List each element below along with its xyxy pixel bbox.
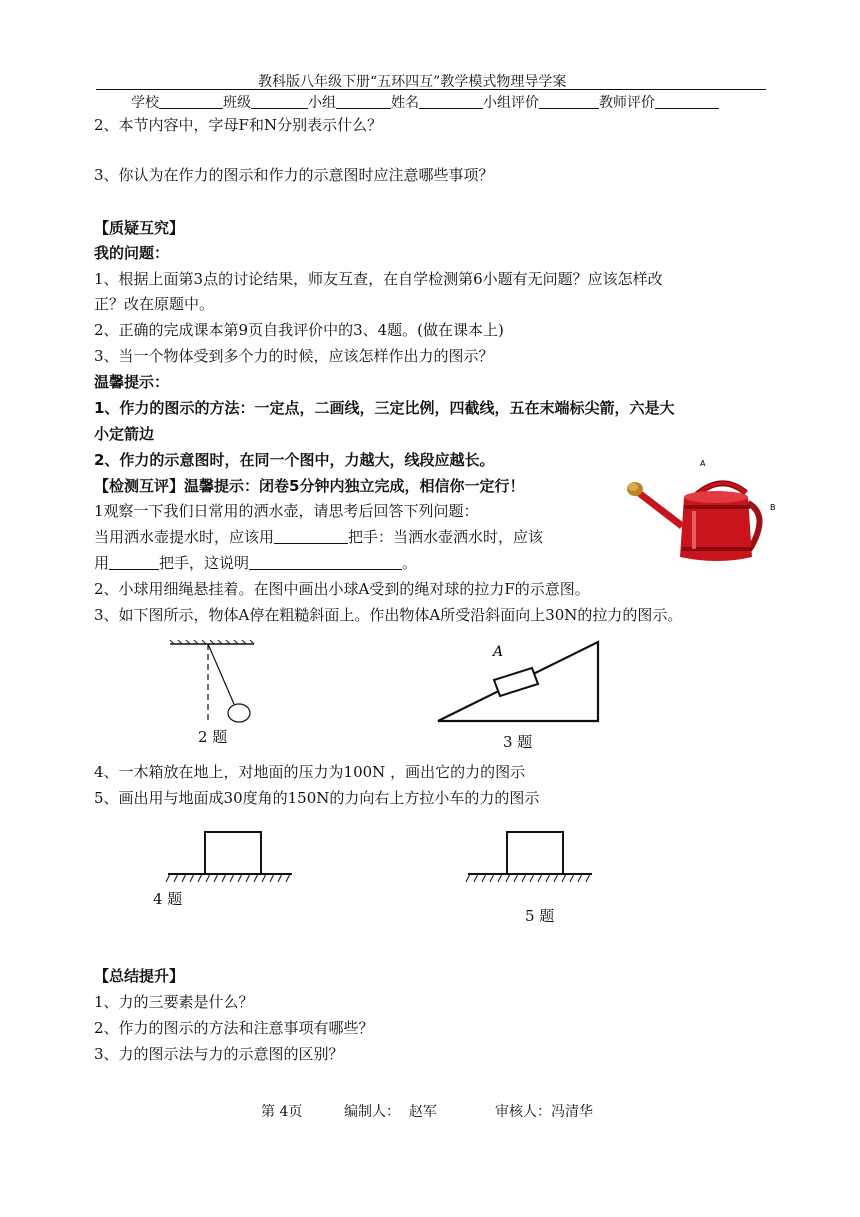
section-heading-check: 【检测互评】温馨提示：闭卷5分钟内独立完成，相信你一定行！ <box>94 477 525 495</box>
kettle-label-a: A <box>700 459 706 468</box>
q1-text-d: 把手，这说明 <box>159 554 250 572</box>
question-notes: 3、你认为在作力的图示和作力的示意图时应注意哪些事项？ <box>94 166 494 184</box>
field-teacher-eval: 教师评价 <box>599 95 655 111</box>
summary-q1: 1、力的三要素是什么？ <box>94 993 254 1011</box>
q1-blank-3[interactable] <box>249 555 402 570</box>
check-q1: 1观察一下我们日常用的洒水壶，请思考后回答下列问题： <box>94 502 479 520</box>
q1-text-a: 当用洒水壶提水时，应该用 <box>94 528 275 546</box>
question-f-n: 2、本节内容中，字母F和N分别表示什么？ <box>94 116 383 134</box>
inquiry-item-3: 3、当一个物体受到多个力的时候，应该怎样作出力的图示？ <box>94 347 494 365</box>
group-blank[interactable] <box>336 94 391 109</box>
field-school: 学校 <box>131 95 159 111</box>
document-title: 教科版八年级下册“五环四互”教学模式物理导学案 <box>258 74 567 90</box>
check-q3: 3、如下图所示，物体A停在粗糙斜面上。作出物体A所受沿斜面向上30N的拉力的图示。 <box>94 606 683 624</box>
figure-2-label: 2 题 <box>198 728 228 746</box>
field-name: 姓名 <box>391 95 419 111</box>
field-class: 班级 <box>223 95 251 111</box>
figure-5-box <box>466 830 596 886</box>
inquiry-item-1-cont: 正？改在原题中。 <box>94 295 215 313</box>
figure-2-pendulum <box>168 640 268 730</box>
tip-1-cont: 小定箭边 <box>94 425 155 443</box>
group-eval-blank[interactable] <box>539 94 599 109</box>
q1-text-e: 。 <box>402 554 418 572</box>
summary-q3: 3、力的图示法与力的示意图的区别？ <box>94 1045 344 1063</box>
watering-can-image <box>620 453 780 571</box>
check-q1-line3 <box>94 552 417 573</box>
figure-4-box <box>166 830 296 886</box>
figure-3-incline <box>436 640 606 725</box>
class-blank[interactable] <box>251 94 308 109</box>
ball <box>228 704 250 722</box>
q1-blank-1[interactable] <box>274 529 348 544</box>
summary-q2: 2、作力的图示的方法和注意事项有哪些？ <box>94 1019 374 1037</box>
q1-text-c: 用 <box>94 554 110 572</box>
tips-heading: 温馨提示： <box>94 373 170 391</box>
block-a <box>494 668 538 696</box>
footer-editor: 编制人： 赵军 <box>344 1104 437 1120</box>
header-fields <box>131 92 719 112</box>
teacher-eval-blank[interactable] <box>655 94 719 109</box>
check-q4: 4、一木箱放在地上，对地面的压力为100N ，画出它的力的图示 <box>94 763 526 781</box>
tip-2: 2、作力的示意图时，在同一个图中，力越大，线段应越长。 <box>94 451 495 469</box>
check-q1-line2 <box>94 526 543 547</box>
page-number: 第 4页 <box>261 1104 303 1120</box>
q1-text-b: 把手：当洒水壶洒水时，应该 <box>348 528 544 546</box>
inquiry-item-1: 1、根据上面第3点的讨论结果，师友互查，在自学检测第6小题有无问题？应该怎样改 <box>94 270 663 288</box>
figure-5-label: 5 题 <box>525 907 555 925</box>
section-heading-summary: 【总结提升】 <box>94 967 185 985</box>
figure-4-label: 4 题 <box>153 890 183 908</box>
q1-blank-2[interactable] <box>109 555 159 570</box>
figure-3-label: 3 题 <box>503 733 533 751</box>
inquiry-item-2: 2、正确的完成课本第9页自我评价中的3、4题。(做在课本上) <box>94 321 504 339</box>
check-q5: 5、画出用与地面成30度角的150N的力向右上方拉小车的力的图示 <box>94 789 540 807</box>
kettle-label-b: B <box>770 503 776 512</box>
header-rule <box>96 89 766 90</box>
name-blank[interactable] <box>419 94 483 109</box>
section-heading-inquiry: 【质疑互究】 <box>94 219 185 237</box>
school-blank[interactable] <box>159 94 223 109</box>
my-questions-label: 我的问题： <box>94 244 170 262</box>
field-group-eval: 小组评价 <box>483 95 539 111</box>
string <box>208 644 234 704</box>
check-q2: 2、小球用细绳悬挂着。在图中画出小球A受到的绳对球的拉力F的示意图。 <box>94 580 590 598</box>
footer-reviewer: 审核人：冯清华 <box>495 1104 593 1120</box>
field-group: 小组 <box>308 95 336 111</box>
block-a-label: A <box>493 644 504 660</box>
tip-1: 1、作力的图示的方法：一定点，二画线，三定比例，四截线，五在末端标尖箭，六是大 <box>94 399 675 417</box>
